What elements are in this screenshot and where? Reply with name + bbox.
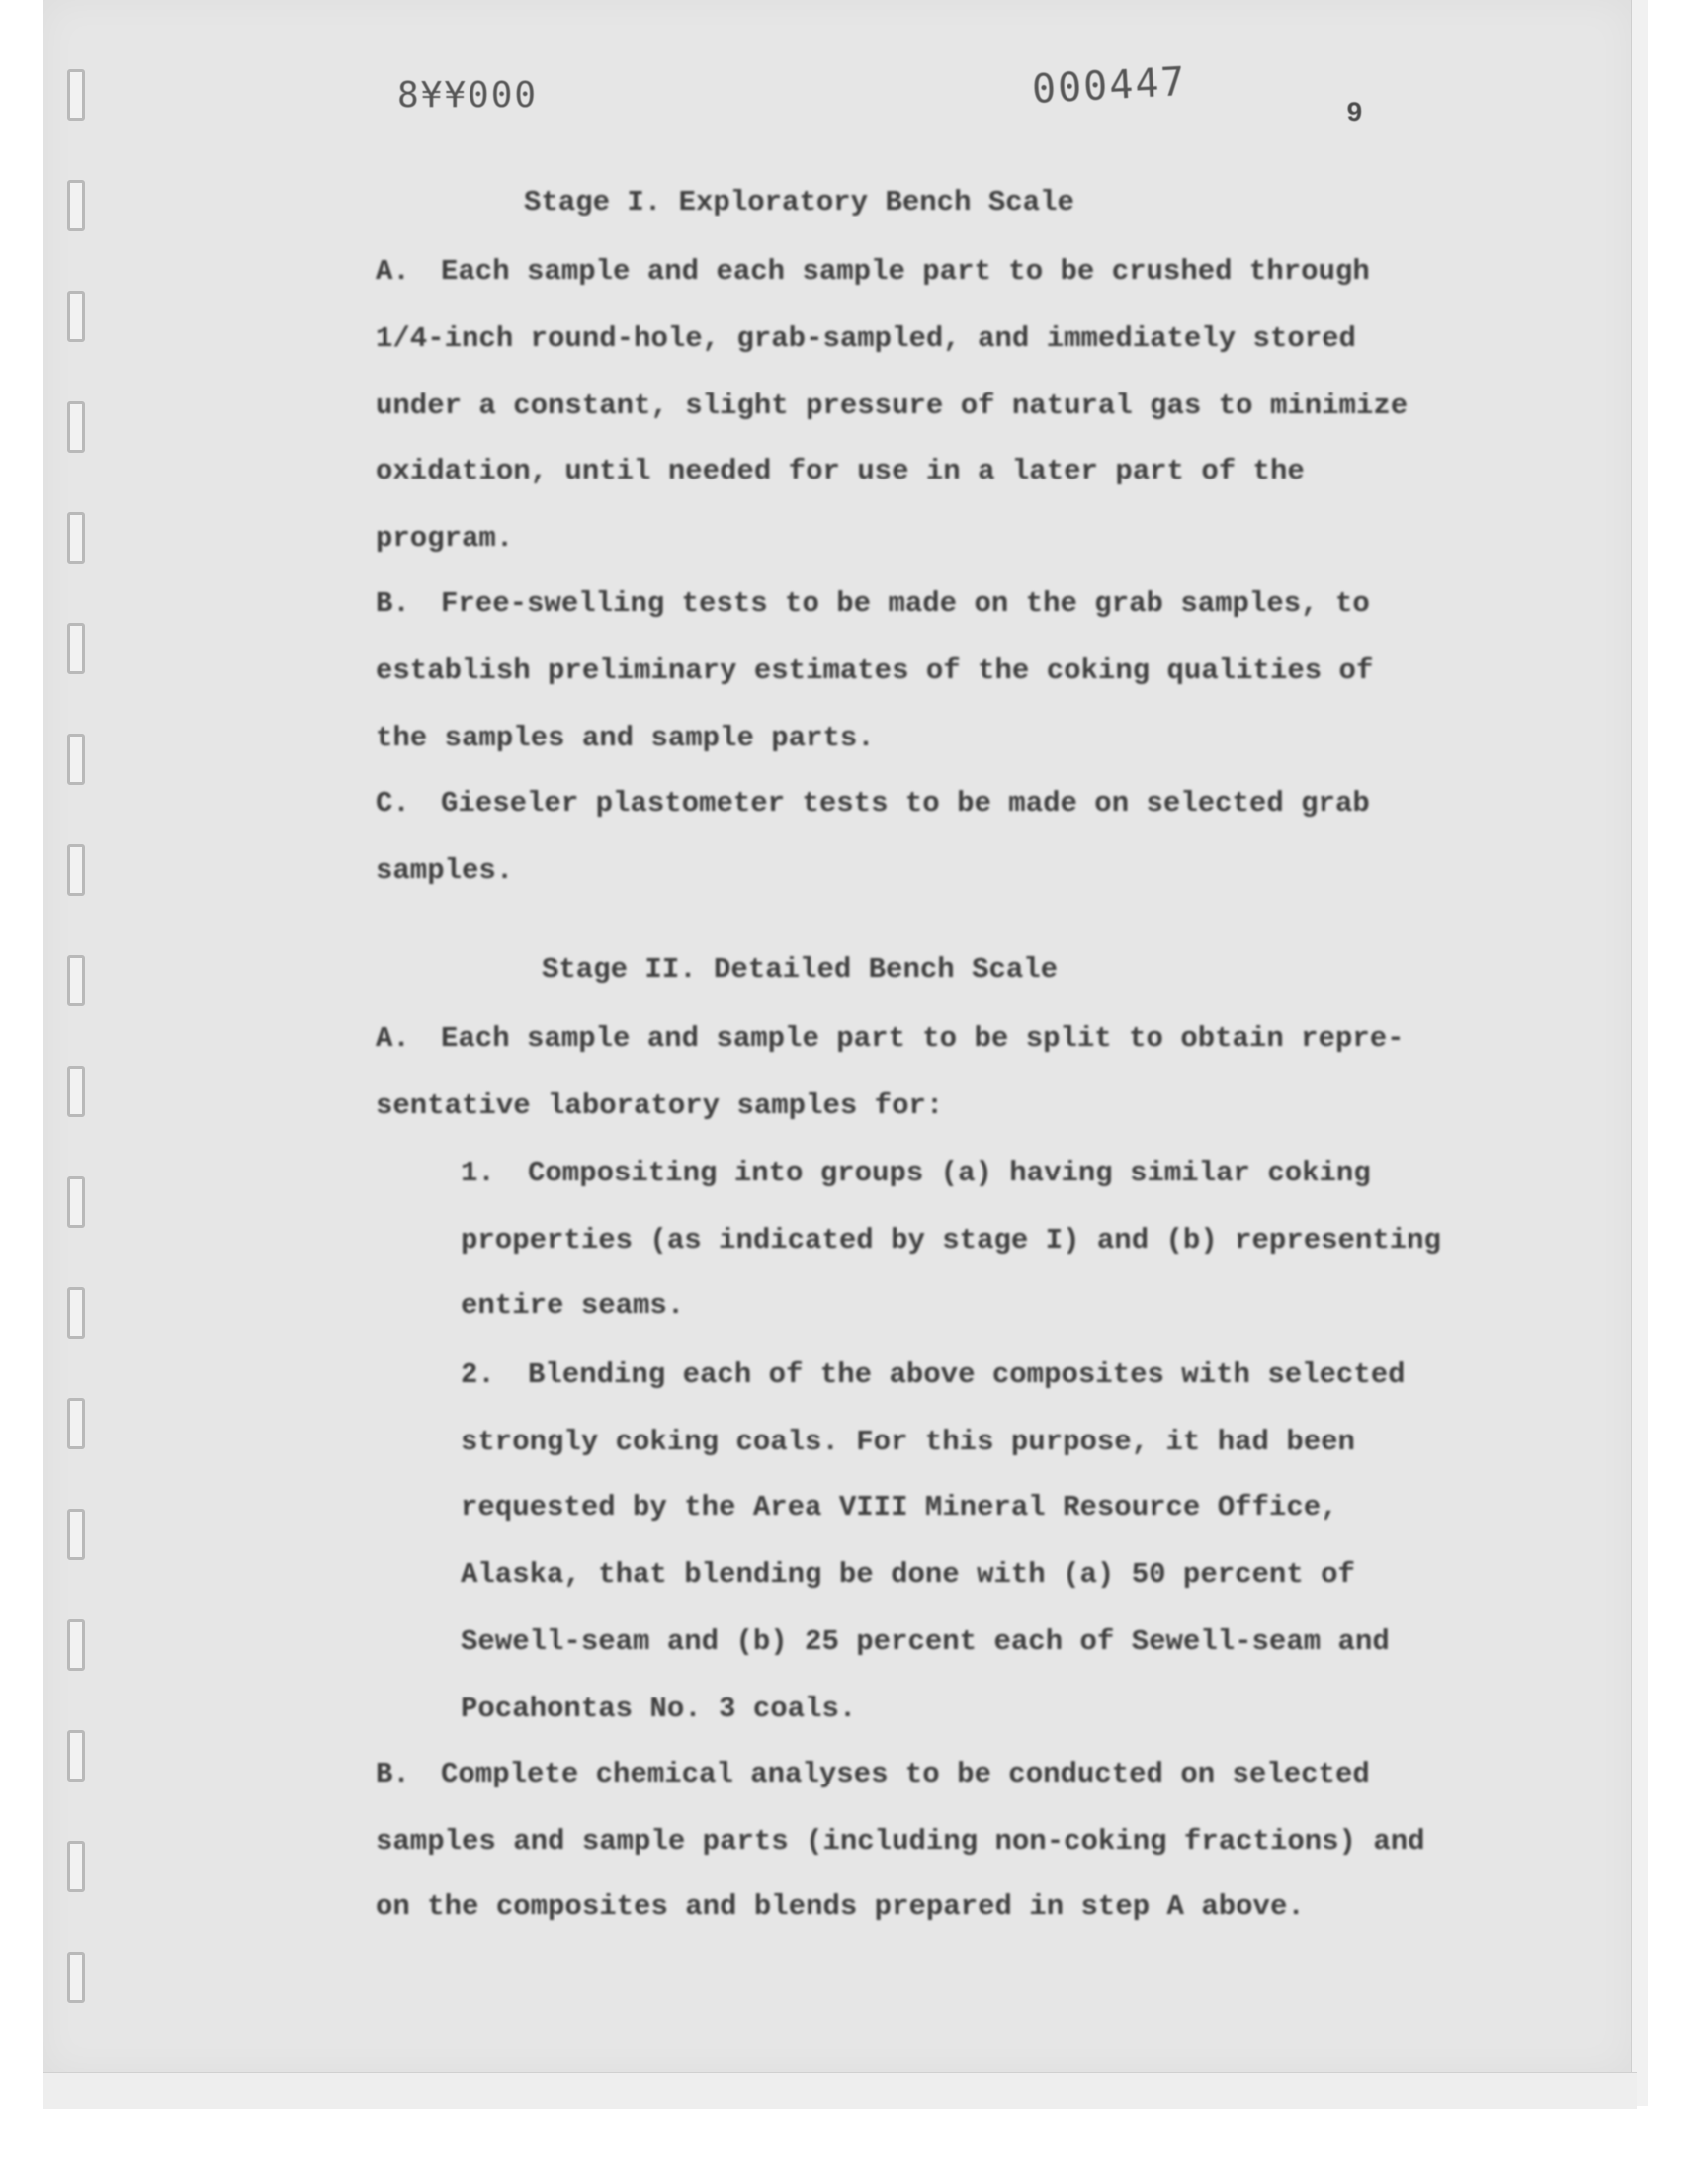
feed-hole: [67, 1176, 85, 1228]
stage1-item-a-line: program.: [376, 522, 514, 555]
feed-hole: [67, 1066, 85, 1117]
stage1-item-a-line: 1/4-inch round-hole, grab-sampled, and immediately stored: [376, 322, 1356, 355]
stage1-item-c-line: samples.: [376, 854, 514, 887]
stage1-item-b-line: establish preliminary estimates of the coking qualities of: [376, 654, 1374, 687]
stage2-subitem-2-line: Pocahontas No. 3 coals.: [461, 1693, 857, 1725]
stage2-item-a-line: sentative laboratory samples for:: [376, 1089, 944, 1122]
feed-hole: [67, 401, 85, 453]
stage2-subitem-2-line: Alaska, that blending be done with (a) 50 percent of: [461, 1558, 1355, 1591]
feed-hole: [67, 1841, 85, 1892]
feed-hole: [67, 1287, 85, 1339]
stage1-heading: Stage I. Exploratory Bench Scale: [524, 186, 1074, 218]
paper-edge-right: [1631, 0, 1648, 2106]
feed-hole: [67, 69, 85, 121]
stage2-heading: Stage II. Detailed Bench Scale: [542, 953, 1059, 986]
stage2-subitem-2-line: Sewell-seam and (b) 25 percent each of Sewell-seam and: [461, 1625, 1390, 1658]
stage1-item-b-line: Free-swelling tests to be made on the grab samples, to: [441, 587, 1370, 620]
feed-hole: [67, 180, 85, 231]
stage2-item-a-marker: A.: [376, 1022, 410, 1055]
feed-hole: [67, 734, 85, 785]
feed-hole: [67, 623, 85, 674]
document-stamp-left: 8¥¥000: [397, 75, 539, 116]
stage2-item-a-line: Each sample and sample part to be split to obtain repre-: [441, 1022, 1405, 1055]
stage1-item-b-line: the samples and sample parts.: [376, 722, 875, 754]
feed-hole: [67, 955, 85, 1006]
document-stamp-right: 000447: [1030, 58, 1188, 114]
stage1-item-c-marker: C.: [376, 787, 410, 820]
feed-hole: [67, 1398, 85, 1449]
feed-hole: [67, 1730, 85, 1782]
stage2-subitem-2-marker: 2.: [461, 1358, 495, 1391]
feed-hole: [67, 844, 85, 896]
tractor-feed-holes: [67, 69, 97, 2027]
stage1-item-c-line: Gieseler plastometer tests to be made on selected grab: [441, 787, 1370, 820]
stage2-subitem-1-marker: 1.: [461, 1157, 495, 1189]
feed-hole: [67, 1509, 85, 1560]
stage2-item-b-line: Complete chemical analyses to be conducted on selected: [441, 1758, 1370, 1790]
stage2-item-b-marker: B.: [376, 1758, 410, 1790]
stage2-subitem-2-line: requested by the Area VIII Mineral Resource Office,: [461, 1491, 1338, 1523]
stage2-subitem-2-line: Blending each of the above composites with selected: [528, 1358, 1406, 1391]
stage2-subitem-2-line: strongly coking coals. For this purpose, it had been: [461, 1426, 1355, 1458]
stage1-item-a-line: oxidation, until needed for use in a later part of the: [376, 455, 1305, 487]
feed-hole: [67, 1952, 85, 2003]
feed-hole: [67, 1619, 85, 1671]
stage1-item-a-marker: A.: [376, 255, 410, 288]
feed-hole: [67, 291, 85, 342]
stage2-subitem-1-line: properties (as indicated by stage I) and (b) representing: [461, 1224, 1441, 1257]
stage1-item-a-line: under a constant, slight pressure of natural gas to minimize: [376, 390, 1409, 422]
stage2-subitem-1-line: entire seams.: [461, 1289, 685, 1322]
paper-edge-bottom: [43, 2072, 1637, 2109]
page-number: 9: [1346, 99, 1363, 130]
stage2-item-b-line: samples and sample parts (including non-coking fractions) and: [376, 1825, 1425, 1858]
stage2-subitem-1-line: Compositing into groups (a) having similar coking: [528, 1157, 1371, 1189]
feed-hole: [67, 512, 85, 564]
stage2-item-b-line: on the composites and blends prepared in step A above.: [376, 1890, 1305, 1923]
stage1-item-a-line: Each sample and each sample part to be crushed through: [441, 255, 1370, 288]
stage1-item-b-marker: B.: [376, 587, 410, 620]
